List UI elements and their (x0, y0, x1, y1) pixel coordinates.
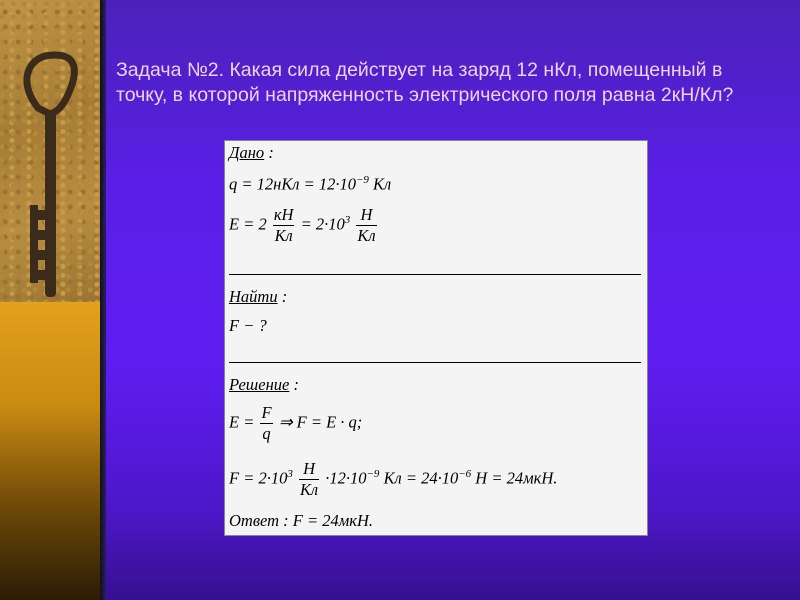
given-e-num-1: кН (273, 205, 294, 224)
solution-l2-prefix: F = 2·10 (229, 468, 288, 488)
given-e-line (229, 205, 379, 246)
given-e-fraction-2 (356, 205, 376, 246)
problem-statement (116, 58, 786, 108)
solution-l1-fraction (260, 403, 272, 444)
answer-value: F = 24мкН. (292, 511, 374, 530)
gold-strip (0, 302, 100, 600)
solution-l2-exp-1: 3 (287, 467, 293, 480)
given-q-text: q = 12нКл = 12·10 (229, 174, 356, 194)
solution-header-line: Решение : (229, 375, 299, 394)
left-decorative-panel (0, 0, 100, 600)
solution-l1-prefix: E = (229, 412, 255, 432)
key-icon (0, 0, 100, 302)
solution-l2-fraction (299, 459, 319, 500)
given-e-den-2: Кл (357, 226, 376, 245)
key-photo (0, 0, 100, 302)
find-line: F − ? (229, 316, 267, 335)
solution-l2-exp-2: −9 (366, 467, 380, 480)
solution-l2-mid2: Кл = 24·10 (383, 468, 459, 488)
given-q-exponent: −9 (355, 174, 369, 186)
given-q-line (229, 174, 391, 195)
given-e-den-1: Кл (274, 226, 293, 245)
answer-header: Ответ (229, 511, 280, 530)
solution-line-1 (229, 403, 362, 444)
given-e-prefix: E = 2 (229, 214, 267, 234)
answer-line: Ответ : F = 24мкН. (229, 511, 374, 530)
given-e-exponent: 3 (344, 213, 351, 226)
solution-l1-num: F (261, 403, 272, 422)
solution-l2-den: Кл (299, 480, 319, 499)
given-e-mid: = 2·10 (300, 214, 345, 234)
solution-header: Решение (229, 375, 290, 394)
solution-l2-suffix: Н = 24мкН. (475, 468, 558, 488)
separator-1 (229, 274, 641, 275)
solution-l2-exp-3: −6 (458, 467, 472, 480)
given-e-num-2: Н (356, 205, 376, 226)
given-header: Дано (229, 143, 265, 162)
solution-l2-num: Н (299, 459, 319, 480)
find-header: Найти (229, 287, 278, 306)
separator-2 (229, 362, 641, 363)
find-header-line: Найти : (229, 287, 288, 306)
problem-line-1: Задача №2. Какая сила действует на заряд 12 нКл, помещенный в (116, 59, 723, 81)
given-q-unit: Кл (373, 174, 392, 194)
problem-line-2: точку, в которой напряженность электрического поля равна 2кН/Кл? (116, 84, 734, 106)
given-header-line: Дано : (229, 143, 274, 162)
given-e-fraction-1 (273, 205, 295, 246)
solution-box (224, 140, 648, 536)
solution-l2-mid: ·12·10 (325, 468, 367, 488)
solution-l1-suffix: ⇒ F = E · q; (278, 412, 363, 432)
solution-l1-den: q (262, 424, 271, 443)
solution-line-2 (229, 459, 557, 500)
